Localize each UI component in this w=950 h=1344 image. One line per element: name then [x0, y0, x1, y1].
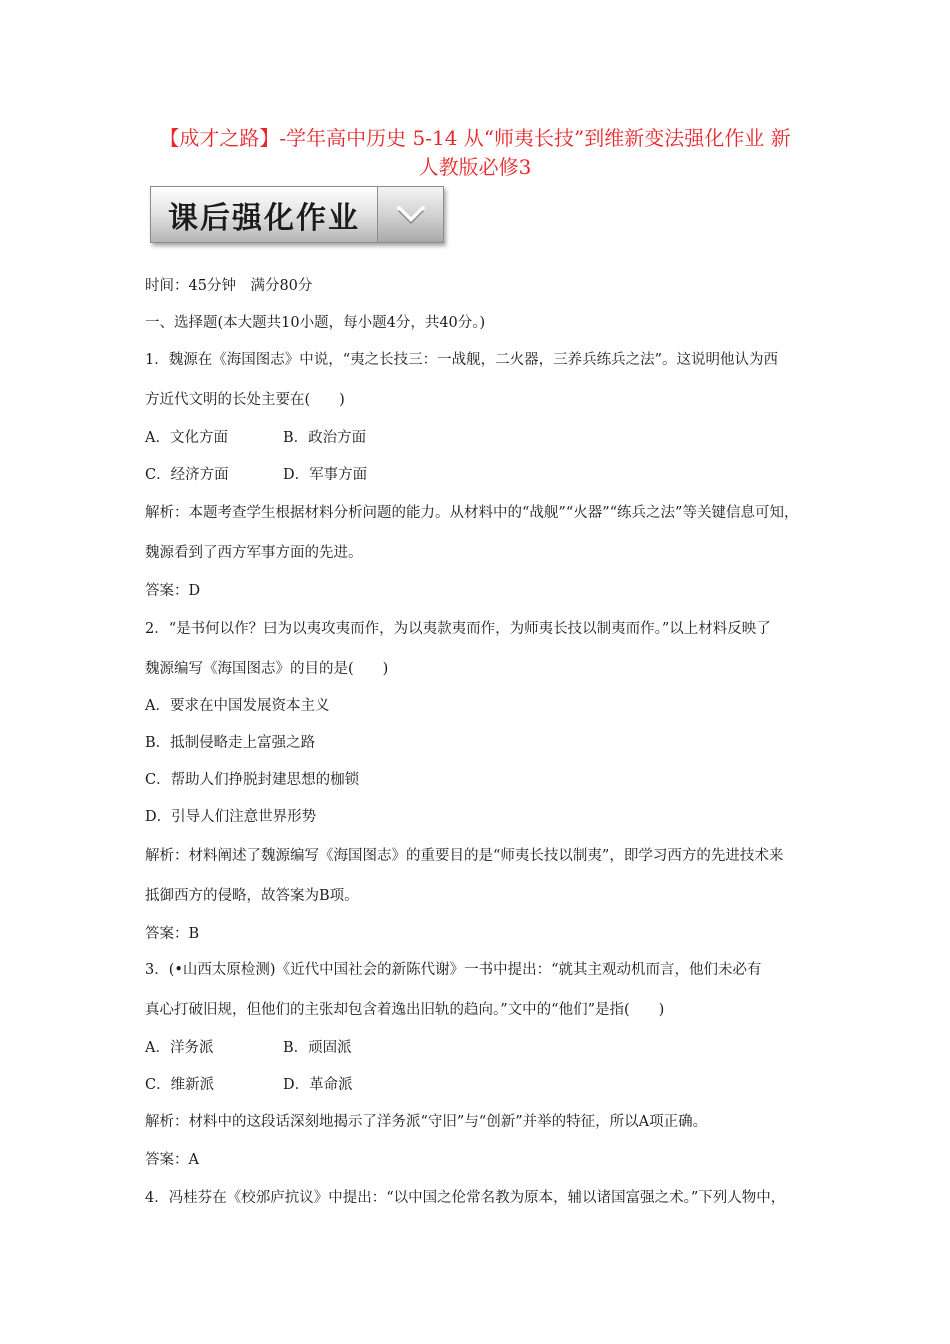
section-banner: [150, 186, 444, 243]
q3-option-b: B．顽固派: [283, 1040, 352, 1056]
q1-analysis-line-1: 解析：本题考查学生根据材料分析问题的能力。从材料中的“战舰”“火器”“练兵之法”等关键信息可知，: [145, 505, 799, 521]
q3-analysis: 解析：材料中的这段话深刻地揭示了洋务派“守旧”与“创新”并举的特征，所以A项正确。: [145, 1114, 708, 1130]
q3-option-d: D．革命派: [283, 1077, 353, 1093]
q3-option-a: A．洋务派: [145, 1040, 214, 1056]
q2-stem-line-1: 2．“是书何以作？曰为以夷攻夷而作，为以夷款夷而作，为师夷长技以制夷而作。”以上材料反映了: [145, 621, 771, 637]
title-line-1: 【成才之路】-学年高中历史 5-14 从“师夷长技”到维新变法强化作业 新: [159, 126, 791, 150]
q1-option-b: B．政治方面: [283, 430, 367, 446]
q3-stem-line-2: 真心打破旧规，但他们的主张却包含着逸出旧轨的趋向。”文中的“他们”是指( ): [145, 1002, 665, 1018]
q1-analysis-line-2: 魏源看到了西方军事方面的先进。: [145, 545, 363, 561]
q1-stem-line-1: 1．魏源在《海国图志》中说，“夷之长技三：一战舰，二火器，三养兵练兵之法”。这说明他认为西: [145, 352, 779, 368]
q2-option-a: A．要求在中国发展资本主义: [145, 698, 330, 714]
q2-option-b: B．抵制侵略走上富强之路: [145, 735, 316, 751]
q2-analysis-line-2: 抵御西方的侵略，故答案为B项。: [145, 888, 359, 904]
title-line-2: 人教版必修3: [418, 155, 532, 179]
q1-option-c: C．经济方面: [145, 467, 229, 483]
q2-option-d: D．引导人们注意世界形势: [145, 809, 317, 825]
q2-stem-line-2: 魏源编写《海国图志》的目的是( ): [145, 661, 389, 677]
q4-stem-line-1: 4．冯桂芬在《校邠庐抗议》中提出：“以中国之伦常名教为原本，辅以诸国富强之术。”下列人物中，: [145, 1190, 786, 1206]
banner-label: 课后强化作业: [150, 186, 378, 243]
time-score-info: 时间：45分钟 满分80分: [145, 278, 313, 294]
q3-stem-line-1: 3．(•山西太原检测)《近代中国社会的新陈代谢》一书中提出：“就其主观动机而言，他们未必有: [145, 962, 762, 978]
q1-stem-line-2: 方近代文明的长处主要在( ): [145, 392, 345, 408]
section-heading: 一、选择题(本大题共10小题，每小题4分，共40分。): [145, 315, 486, 331]
q3-option-c: C．维新派: [145, 1077, 215, 1093]
q3-answer: 答案：A: [145, 1152, 199, 1168]
q1-option-a: A．文化方面: [145, 430, 228, 446]
chevron-down-icon: [378, 186, 444, 243]
q1-answer: 答案：D: [145, 583, 201, 599]
q2-option-c: C．帮助人们挣脱封建思想的枷锁: [145, 772, 360, 788]
q2-answer: 答案：B: [145, 926, 200, 942]
document-title: [120, 124, 830, 182]
q2-analysis-line-1: 解析：材料阐述了魏源编写《海国图志》的重要目的是“师夷长技以制夷”，即学习西方的先进技术来: [145, 848, 784, 864]
q1-option-d: D．军事方面: [283, 467, 368, 483]
